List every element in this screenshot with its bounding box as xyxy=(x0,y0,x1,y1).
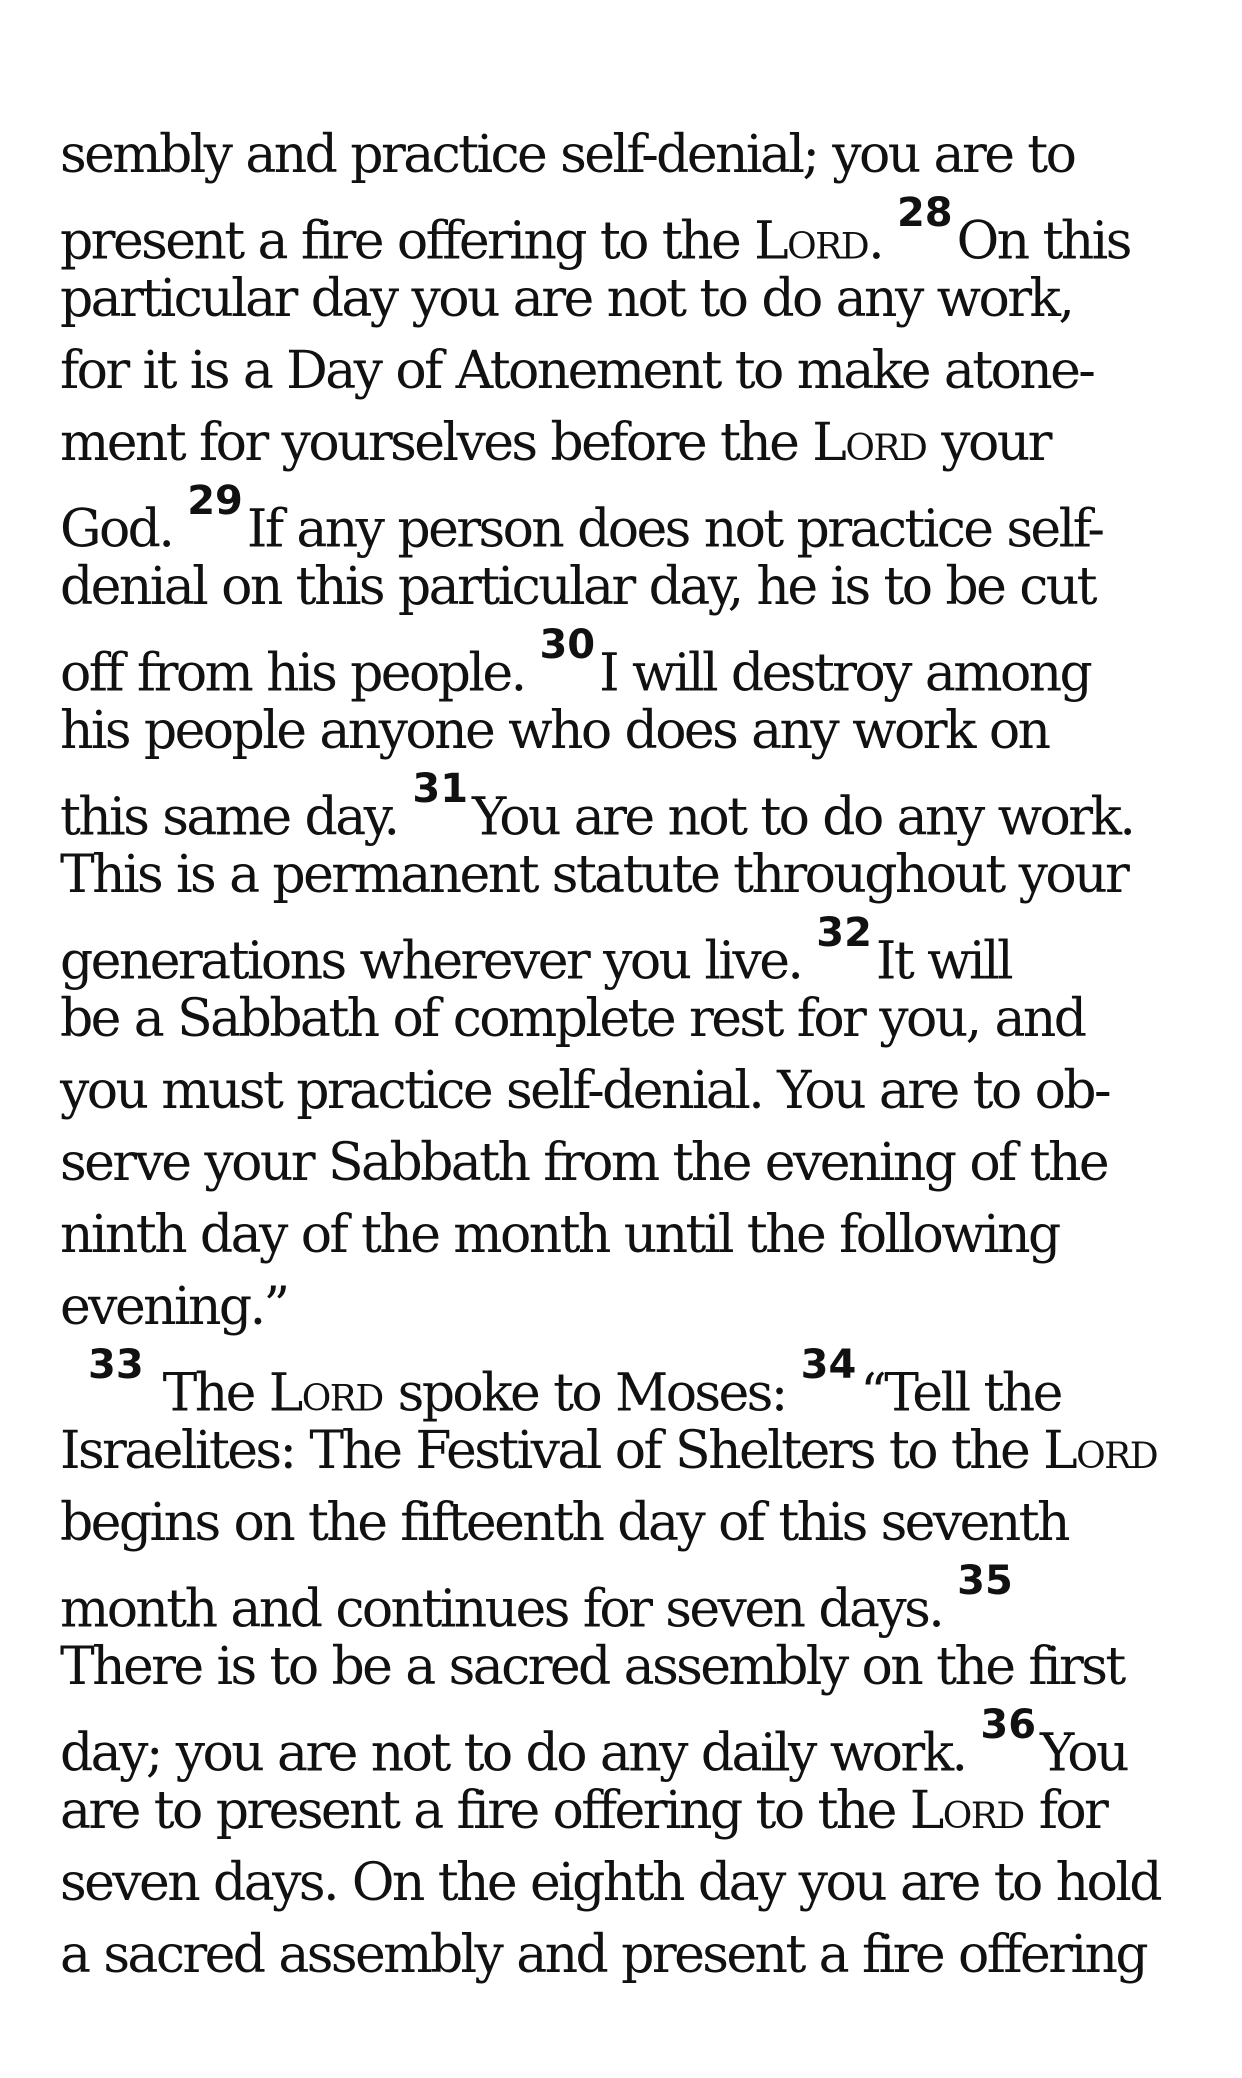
text-line: a sacred assembly and present a fire offering xyxy=(60,1925,1147,1985)
divine-name: Lord xyxy=(812,413,927,473)
text-line: seven days. On the eighth day you are to hold xyxy=(60,1853,1160,1913)
verse-number: 34 xyxy=(800,1342,857,1388)
text-line: be a Sabbath of complete rest for you, and xyxy=(60,989,1085,1049)
verse-number: 35 xyxy=(957,1558,1013,1604)
text-line: day; you are not to do any daily work. $^{36}$You xyxy=(60,1702,1127,1784)
verse-number: 29 xyxy=(187,478,243,524)
text-line: begins on the fifteenth day of this seventh xyxy=(60,1493,1068,1553)
text-line: God. $^{29}$If any person does not practice self- xyxy=(60,478,1103,560)
verse-number: 32 xyxy=(816,910,872,956)
divine-name: Lord xyxy=(268,1363,383,1424)
text-line: his people anyone who does any work on xyxy=(60,701,1049,761)
divine-name: Lord xyxy=(909,1781,1024,1841)
verse-number: 31 xyxy=(412,766,469,812)
text-line: month and continues for seven days. $^{35}$ xyxy=(60,1558,1013,1640)
verse-number: 30 xyxy=(539,622,596,668)
text-line: $^{33}$ The Lord spoke to Moses: $^{34}$“Tell the xyxy=(88,1342,1061,1424)
text-line: particular day you are not to do any work, xyxy=(60,269,1073,329)
text-line: this same day. $^{31}$You are not to do any work. xyxy=(60,766,1134,848)
text-line: denial on this particular day, he is to be cut xyxy=(60,557,1095,617)
text-line: generations wherever you live. $^{32}$It will xyxy=(60,910,1012,992)
text-line: you must practice self-denial. You are to ob- xyxy=(60,1061,1109,1121)
verse-number: 28 xyxy=(896,190,953,236)
text-line: ment for yourselves before the Lord your xyxy=(60,413,1050,473)
divine-name: Lord xyxy=(1043,1421,1158,1481)
text-line: off from his people. $^{30}$I will destroy among xyxy=(60,622,1091,704)
text-line: ninth day of the month until the following xyxy=(60,1205,1059,1265)
verse-number: 33 xyxy=(88,1342,144,1388)
text-line: are to present a fire offering to the Lord for xyxy=(60,1781,1107,1841)
divine-name: Lord xyxy=(754,211,869,272)
verse-number: 36 xyxy=(980,1702,1037,1748)
text-line: present a fire offering to the Lord. $^{28}$On this xyxy=(60,190,1130,272)
text-line: sembly and practice self-denial; you are to xyxy=(60,125,1075,185)
text-line: There is to be a sacred assembly on the first xyxy=(60,1637,1124,1697)
text-line: for it is a Day of Atonement to make atone- xyxy=(60,341,1094,401)
text-line: serve your Sabbath from the evening of the xyxy=(60,1133,1108,1193)
text-line: Israelites: The Festival of Shelters to the Lord xyxy=(60,1421,1158,1481)
text-line: This is a permanent statute throughout your xyxy=(60,845,1128,905)
text-line: evening.” xyxy=(60,1277,288,1337)
